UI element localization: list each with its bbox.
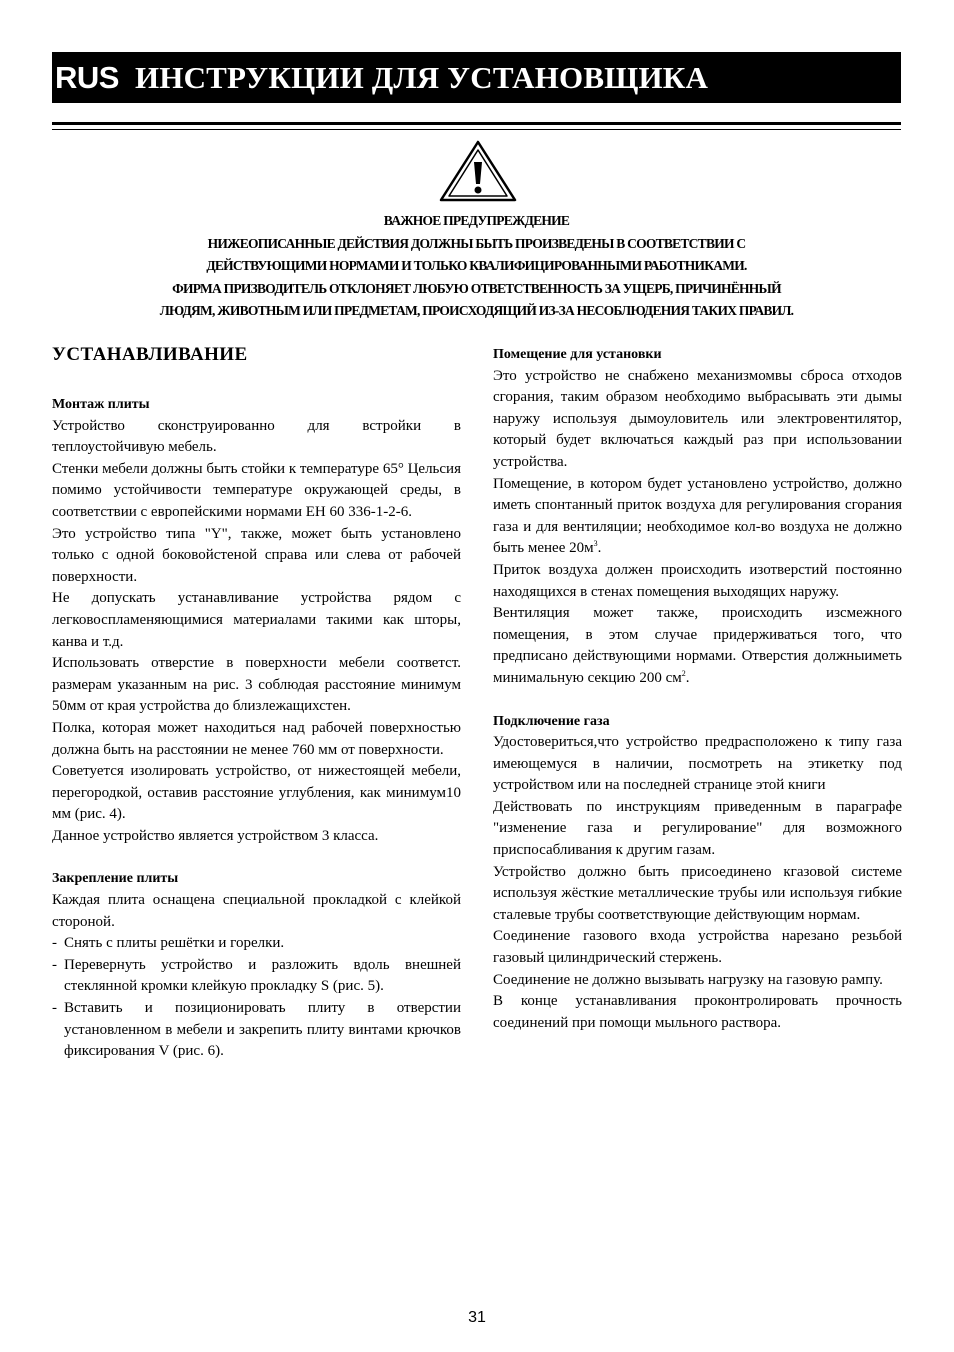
left-column xyxy=(52,344,461,1063)
language-code: RUS xyxy=(55,59,119,95)
paragraph: Действовать по инструкциям приведенным в параграфе "изменение газа и регулирование" для возможного приспосабливания к другим газам. xyxy=(493,798,902,859)
paragraph: Удостовериться,что устройство предрасположено к типу газа имеющемуся в наличии, посмотреть на этикетку под устройством или на последней странице этой книги xyxy=(493,734,902,794)
paragraph xyxy=(493,474,902,560)
paragraph: Полка, которая может находиться над рабочей поверхностью должна быть на расстоянии не менее 760 мм от поверхности. xyxy=(52,719,461,758)
list-item xyxy=(52,933,461,955)
paragraph-text: Вентиляция может также, происходить изсмежного помещения, в этом случае придерживаться того, что предписано действующими нормами. Отверстия должныиметь минимальную секцию 200 см xyxy=(493,605,902,686)
superscript: 3 xyxy=(593,539,598,549)
paragraph: Каждая плита оснащена специальной прокладкой с клейкой стороной. xyxy=(52,892,461,930)
paragraph: Советуется изолировать устройство, от нижестоящей мебели, перегородкой, оставив расстояние углубления, как минимум10 мм (рис. 4). xyxy=(52,763,461,823)
paragraph: Это устройство не снабжено механизмомвы сброса отходов сгорания, таким образом необходимо выбрасывать эти дымы наружу используя дымоуловитель или электровентилятор, который будет включаться каждый раз при использовании устройства. xyxy=(493,367,902,470)
paragraph: Приток воздуха должен происходить изотверстий постоянно находящихся в стенах помещения выходящих наружу. xyxy=(493,561,902,600)
section-heading-installation: УСТАНАВЛИВАНИЕ xyxy=(52,344,248,365)
list-item-text: Вставить и позиционировать плиту в отверстии установленном в мебели и закрепить плиту винтами крючков фиксирования V (рис. 6). xyxy=(64,1000,461,1060)
paragraph: Устройство сконструированно для встройки в теплоустойчивую мебель. xyxy=(52,417,461,456)
paragraph: В конце устанавливания проконтролировать прочность соединений при помощи мыльного раствора. xyxy=(493,993,902,1031)
paragraph-end: . xyxy=(597,540,602,557)
paragraph: Использовать отверстие в поверхности мебели соответст. размерам указанным на рис. 3 соблюдая расстояние минимум 50мм от края устройства до близлежащихстен. xyxy=(52,655,461,715)
warning-line: ДЕЙСТВУЮЩИМИ НОРМАМИ И ТОЛЬКО КВАЛИФИЦИРОВАННЫМИ РАБОТНИКАМИ. xyxy=(206,258,747,274)
subheading-room: Помещение для установки xyxy=(493,347,662,362)
paragraph: Это устройство типа "Y", также, может быть установлено только с одной боковойстеной справа или слева от рабочей поверхности. xyxy=(52,525,461,585)
header-bar xyxy=(52,52,901,103)
bullet-dash: - xyxy=(52,1000,57,1017)
paragraph: Данное устройство является устройством 3 класса. xyxy=(52,827,379,844)
warning-line: ЛЮДЯМ, ЖИВОТНЫМ ИЛИ ПРЕДМЕТАМ, ПРОИСХОДЯЩИЙ ИЗ-ЗА НЕСОБЛЮДЕНИЯ ТАКИХ ПРАВИЛ. xyxy=(159,303,794,319)
warning-heading: ВАЖНОЕ ПРЕДУПРЕЖДЕНИЕ xyxy=(383,213,570,228)
list-item xyxy=(52,998,461,1063)
subheading-gas-connection: Подключение газа xyxy=(493,713,610,729)
page-title: ИНСТРУКЦИИ ДЛЯ УСТАНОВЩИКА xyxy=(134,59,709,95)
bullet-dash: - xyxy=(52,956,57,973)
paragraph-end: . xyxy=(685,669,690,686)
bullet-dash: - xyxy=(52,935,57,952)
paragraph-text: Помещение, в котором будет установлено устройство, должно иметь спонтанный приток воздуха для регулирования сгорания газа и для вентиляции; необходимое кол-во воздуха не должно быть менее 20м xyxy=(493,475,902,557)
paragraph xyxy=(493,603,902,689)
list-item xyxy=(52,955,461,998)
warning-line: ФИРМА ПРИЗВОДИТЕЛЬ ОТКЛОНЯЕТ ЛЮБУЮ ОТВЕТСТВЕННОСТЬ ЗА УЩЕРБ, ПРИЧИНЁННЫЙ xyxy=(172,280,781,296)
paragraph: Не допускать устанавливание устройства рядом с легковоспламеняющимися материалами такими как шторы, канва и т.д. xyxy=(52,590,461,650)
warning-line: НИЖЕОПИСАННЫЕ ДЕЙСТВИЯ ДОЛЖНЫ БЫТЬ ПРОИЗВЕДЕНЫ В СООТВЕТСТВИИ С xyxy=(207,235,746,251)
paragraph: Соединение не должно вызывать нагрузку на газовую рампу. xyxy=(493,971,883,988)
superscript: 2 xyxy=(681,668,686,678)
divider-thin xyxy=(52,129,901,130)
subheading-mounting: Монтаж плиты xyxy=(52,397,150,412)
paragraph: Устройство должно быть присоединено кгазовой системе используя жёсткие металлические трубы или используя гибкие сталевые трубы соответствующие действующим нормам. xyxy=(493,863,902,923)
warning-block xyxy=(52,210,901,323)
divider-thick xyxy=(52,122,901,125)
paragraph: Соединение газового входа устройства нарезано резьбой газовый цилиндрический стержень. xyxy=(493,928,902,967)
page-number: 31 xyxy=(468,1309,486,1326)
list-item-text: Снять с плиты решётки и горелки. xyxy=(64,935,285,952)
warning-triangle-icon xyxy=(439,140,517,202)
paragraph: Стенки мебели должны быть стойки к температуре 65° Цельсия помимо устойчивости температуре окружающей среды, в соответствии с европейскими нормами ЕН 60 336-1-2-6. xyxy=(52,460,461,520)
right-column xyxy=(493,344,902,1034)
list-item-text: Перевернуть устройство и разложить вдоль внешней стеклянной кромки клейкую прокладку S (рис. 5). xyxy=(64,956,461,995)
subheading-fixing: Закрепление плиты xyxy=(52,871,179,887)
